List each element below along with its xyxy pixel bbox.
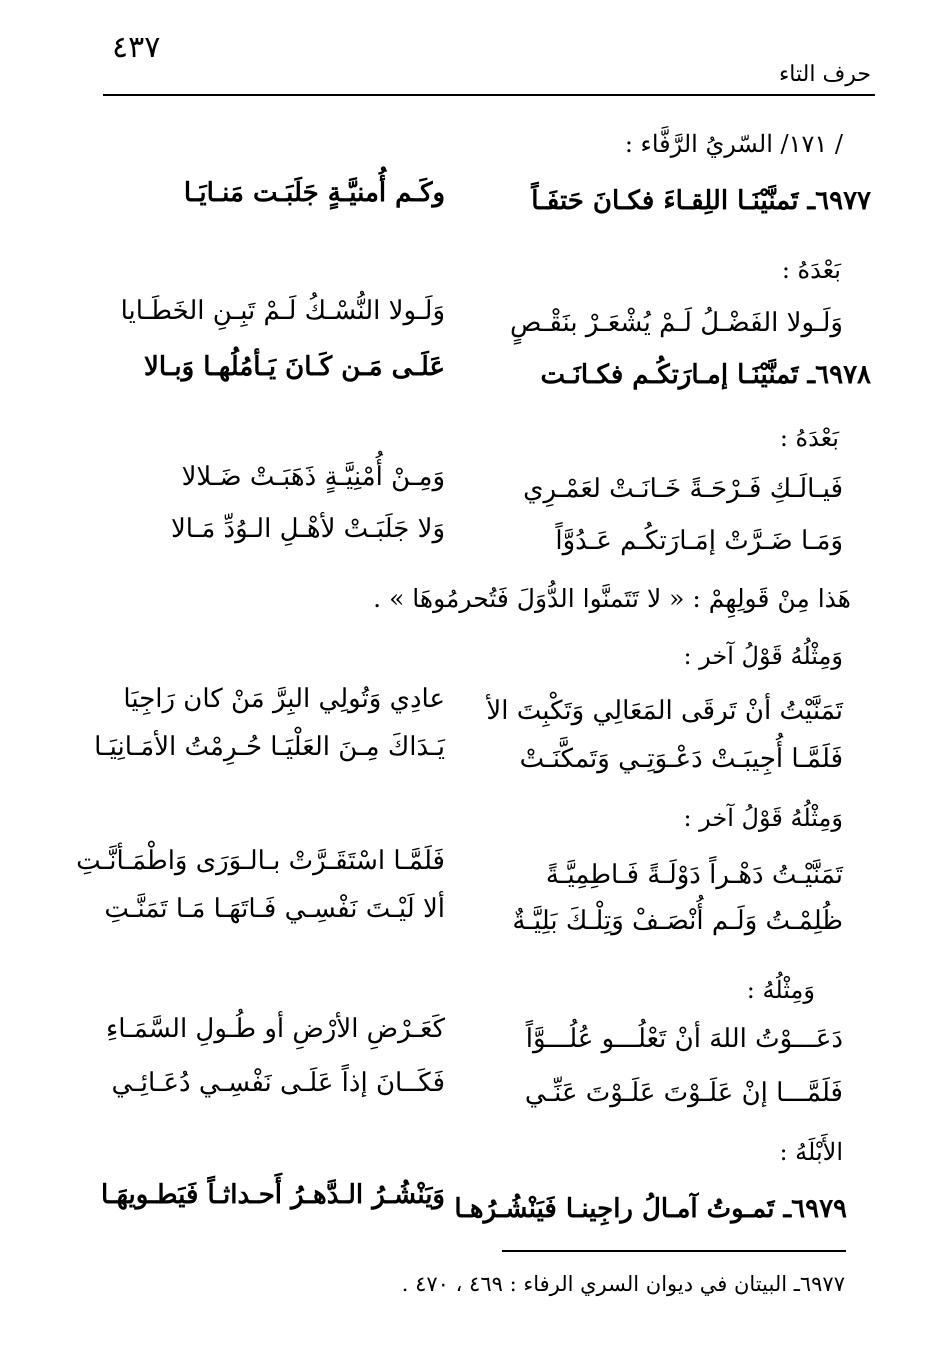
verse-6977-second-hemistich: وكَـم أُمنيَّـةٍ جَلَبَـت مَنـايَـا bbox=[183, 178, 445, 208]
verse-first-hemistich: ظُلِمْـتُ وَلَـم أُنْصَـفْ وَتِلْـكَ بَلِيَّـةٌ bbox=[512, 906, 843, 936]
header-rule bbox=[103, 94, 875, 96]
verse-first-hemistich: فَلَمَّـا أُجِيبَـتْ دَعْـوَتِـي وَتَمكَّنَـتْ bbox=[519, 744, 843, 774]
page-number: ٤٣٧ bbox=[112, 30, 161, 65]
verse-second-hemistich: عادِي وَتُولِي البِرَّ مَنْ كان رَاجِيَا bbox=[123, 684, 445, 714]
chapter-title: حرف التاء bbox=[778, 62, 871, 87]
verse-second-hemistich: ألا لَيْـتَ نَفْسِـي فَـاتَهَـا مَـا تَمَنَّـتِ bbox=[104, 894, 445, 924]
section-heading: الأَبْلَهُ : bbox=[779, 1138, 843, 1166]
verse-second-hemistich: فَلَمَّـا اسْتَقَـرَّتْ بـالـوَرَى وَاطْمَـأنَّـتِ bbox=[76, 846, 445, 876]
verse-first-hemistich: وَلَـولا الفَضْـلُ لَـمْ يُشْعَـرْ بنَقْـصٍ bbox=[509, 308, 843, 338]
verse-number: ٦٩٧٩ـ bbox=[783, 1194, 847, 1224]
verse-second-hemistich: وَمِـنْ أُمْنِيَّـةٍ ذَهَبَـتْ ضَـلالا bbox=[181, 462, 445, 492]
verse-first-hemistich: تَمَنَّيْتُ أنْ تَرقَى المَعَالِي وَتَكْبِتَ الأ bbox=[486, 696, 843, 726]
verse-first-hemistich: تَمَنَّيْـتُ دَهْـراً دَوْلَـةً فَـاطِمِيَّـةً bbox=[545, 860, 843, 890]
verse-second-hemistich: وَلَـولا النُّسْـكُ لَـمْ تَبِـنِ الخَطَـايا bbox=[120, 296, 445, 326]
verse-number: ٦٩٧٨ـ bbox=[807, 360, 871, 390]
hemistich-text: تَمنَّيْنَـا اللِقـاءَ فكـانَ حَتفَـاً bbox=[531, 186, 799, 216]
verse-6978-first-hemistich bbox=[541, 360, 871, 390]
footnote-rule bbox=[502, 1250, 846, 1252]
section-heading: وَمِثْلُهُ قَوْلُ آخر : bbox=[683, 804, 843, 832]
hemistich-text: تَمنَّيْنَـا إمـارَتكُـم فكـانَـت bbox=[540, 360, 799, 390]
verse-first-hemistich: فَلَمَّـــا إنْ عَلَـوْتَ عَلَـوْتَ عَنِّـي bbox=[524, 1078, 843, 1108]
footnote: ٦٩٧٧ـ البيتان في ديوان السري الرفاء : ٤٦٩ ، ٤٧٠ . bbox=[401, 1272, 845, 1296]
verse-second-hemistich: فَكَــانَ إذاً عَلَـى نَفْسِـي دُعَـائِـي bbox=[111, 1068, 445, 1098]
hemistich-text: تَمـوتُ آمـالُ راجِينـا فَيَنْشُـرُهـا bbox=[454, 1194, 775, 1224]
verse-number: ٦٩٧٧ـ bbox=[807, 186, 871, 216]
prose-line: هَذا مِنْ قَولِهِمْ : « لا تَتَمنَّوا الدُّوَلَ فَتُحرمُوهَا » . bbox=[373, 584, 851, 613]
section-heading: وَمِثْلُهُ قَوْلُ آخر : bbox=[683, 642, 843, 670]
section-heading: بَعْدَهُ : bbox=[781, 256, 841, 284]
verse-6977-first-hemistich bbox=[531, 186, 871, 216]
verse-first-hemistich: وَمَـا ضَـرَّتْ إمَـارَتكُـم عَـدُوَّاً bbox=[555, 526, 843, 556]
section-heading: بَعْدَهُ : bbox=[779, 424, 839, 452]
verse-second-hemistich: وَلا جَلَبَـتْ لأهْـلِ الـوُدِّ مَـالا bbox=[170, 514, 445, 544]
section-heading: وَمِثْلُهُ : bbox=[746, 976, 815, 1004]
verse-second-hemistich: كَعَـرْضِ الأرْضِ أو طُـولِ السَّمَـاءِ bbox=[106, 1014, 445, 1044]
verse-first-hemistich: فَيـالَـكِ فَـرْحَـةً خَـانَـتْ لعَمْـرِي bbox=[523, 474, 843, 504]
verse-6978-second-hemistich: عَلَـى مَـن كَـانَ يَـأمُلُهـا وَبـالا bbox=[144, 352, 445, 382]
verse-6979-first-hemistich bbox=[454, 1194, 847, 1224]
verse-6979-second-hemistich: وَيَنْشُـرُ الـدَّهـرُ أَحـداثـاً فَيَطـويهَـا bbox=[100, 1180, 445, 1210]
verse-first-hemistich: دَعَـــوْتُ اللهَ أنْ تَعْلُـــو عُلُـــوَّاً bbox=[525, 1024, 843, 1054]
verse-second-hemistich: يَـدَاكَ مِـنَ العَلْيَـا حُـرِمْتُ الأمَـانِيَـا bbox=[94, 732, 445, 762]
section-heading: / ١٧١/ السّريُ الرَّفَّاء : bbox=[624, 130, 843, 158]
